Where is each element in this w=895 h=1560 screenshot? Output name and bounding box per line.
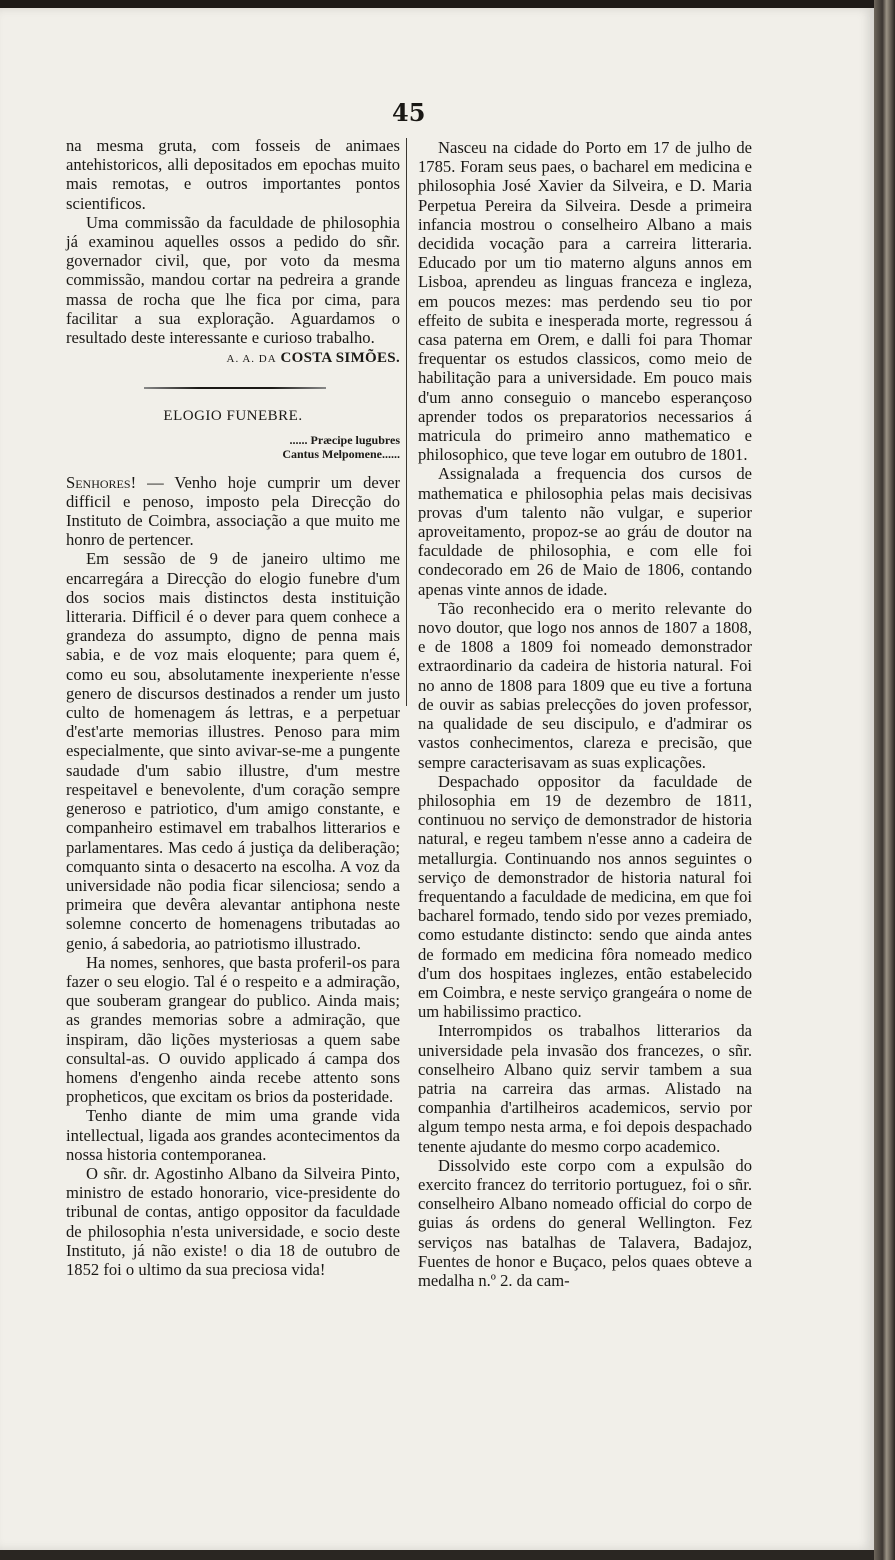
right-column [418, 138, 752, 1290]
paragraph: Tão reconhecido era o merito relevante do novo doutor, que logo nos annos de 1807 a 1808, e de 1808 a 1809 foi nomeado demonstrador extraordinario da cadeira de historia natural. Foi no anno de 1808 para 1809 que eu tive a fortuna de ouvir as sabias prelecções do joven professor, na qualidade de seu discipulo, e d'admirar os vastos conhecimentos, clareza e precisão, que sempre caracterisavam as suas explicações. [418, 598, 752, 772]
paragraph-text: — Venho hoje cumprir um dever difficil e penoso, imposto pela Direcção do Instituto de Coimbra, associação a que muito me honro de pertencer. [66, 472, 400, 550]
top-band [0, 0, 895, 8]
page-edge [874, 0, 895, 1560]
paragraph: Tenho diante de mim uma grande vida intellectual, ligada aos grandes acontecimentos da nossa historia contemporanea. [66, 1106, 400, 1164]
opening-word: Senhores! [66, 472, 137, 492]
column-divider [406, 138, 407, 706]
paragraph: na mesma gruta, com fosseis de animaes antehistoricos, alli depositados em epochas muito mais remotas, e outros importantes pontos scientificos. [66, 136, 400, 213]
section-divider [144, 387, 326, 389]
epigraph-line: Cantus Melpomene...... [282, 446, 400, 461]
signature [66, 349, 400, 369]
epigraph [66, 433, 400, 461]
paragraph: Ha nomes, senhores, que basta proferil-os para fazer o seu elogio. Tal é o respeito e a admiração, que souberam grangear do publico. Ainda mais; as grandes memorias sobre a admiração, que inspiram, dão lições mysteriosas a quem sabe consultal-as. O ouvido applicado á campa dos homens d'engenho ainda recebe attento sons propheticos, que excitam os brios da posteridade. [66, 952, 400, 1107]
epigraph-line: ...... Præcipe lugubres [289, 432, 400, 447]
paragraph: O sñr. dr. Agostinho Albano da Silveira Pinto, ministro de estado honorario, vice-presidente do tribunal de contas, antigo oppositor da faculdade de philosophia n'esta universidade, e socio deste Instituto, já não existe! o dia 18 de outubro de 1852 foi o ultimo da sua preciosa vida! [66, 1163, 400, 1279]
signature-name: COSTA SIMÕES. [280, 350, 400, 367]
paragraph: Despachado oppositor da faculdade de philosophia em 19 de dezembro de 1811, continuou no serviço de demonstrador de historia natural, e regeu tambem n'esse anno a cadeira de metallurgia. Continuando nos annos seguintes o serviço de demonstrador de historia natural foi frequentando a faculdade de medicina, em que foi bacharel formado, tendo sido por vezes premiado, como estudante distincto: sendo que ainda antes de formado em medicina fôra nomeado medico d'um dos hospitaes inglezes, então estabelecido em Coimbra, e neste serviço grangeára o nome de um habilissimo practico. [418, 771, 752, 1022]
paragraph: Uma commissão da faculdade de philosophia já examinou aquelles ossos a pedido do sñr. governador civil, que, por voto da mesma commissão, mandou cortar na pedreira a grande massa de rocha que lhe fica por cima, para facilitar a sua exploração. Aguardamos o resultado deste interessante e curioso trabalho. [66, 212, 400, 348]
section-title: ELOGIO FUNEBRE. [163, 408, 303, 425]
paragraph: Assignalada a frequencia dos cursos de mathematica e philosophia pelas mais decisivas provas d'um talento não vulgar, e superior aproveitamento, propoz-se ao gráu de doutor na faculdade de philosophia, e com elle foi condecorado em 26 de Maio de 1806, contando apenas vinte annos de idade. [418, 464, 752, 599]
page-number: 45 [392, 98, 426, 127]
left-column [66, 136, 400, 1279]
paragraph [66, 473, 400, 550]
paragraph: Dissolvido este corpo com a expulsão do exercito francez do territorio portuguez, foi o sñr. conselheiro Albano nomeado official do corpo de guias ás ordens do general Wellington. Fez serviços nas batalhas de Talavera, Badajoz, Fuentes de honor e Buçaco, pelos quaes obteve a medalha n.º 2. da cam- [418, 1155, 752, 1290]
signature-initials: A. A. DA [226, 353, 277, 366]
paragraph: Nasceu na cidade do Porto em 17 de julho de 1785. Foram seus paes, o bacharel em medicina e philosophia José Xavier da Silveira, e D. Maria Perpetua Pereira da Silveira. Desde a primeira infancia mostrou o conselheiro Albano a mais decidida vocação para a carreira litteraria. Educado por um tio materno alguns annos em Lisboa, aprendeu as linguas franceza e ingleza, em poucos mezes: mas perdendo seu tio por effeito de subita e inesperada morte, regressou á casa paterna em Orem, e dalli foi para Thomar frequentar os estudos classicos, como meio de habilitação para a universidade. Em pouco mais d'um anno conseguio o mancebo esperançoso aprender todos os preparatorios necessarios á matricula do primeiro anno mathematico e philosophico, que teve logar em outubro de 1801. [418, 138, 752, 465]
paragraph: Em sessão de 9 de janeiro ultimo me encarregára a Direcção do elogio funebre d'um dos socios mais distinctos desta instituição litteraria. Difficil é o dever para quem conhece a grandeza do assumpto, digno de penna mais sabia, e de voz mais eloquente; para quem é, como eu sou, absolutamente inexperiente n'esse genero de discursos destinados a render um justo culto de homenagem ás lettras, e a perpetuar d'est'arte memorias illustres. Penoso para mim especialmente, que sinto avivar-se-me a pungente saudade d'um sabio illustre, d'um mestre respeitavel e benevolente, d'um coração sempre generoso e patriotico, d'um amigo constante, e companheiro estimavel em trabalhos litterarios e parlamentares. Mas cedo á justiça da deliberação; comquanto sinta o desacerto na escolha. A voz da universidade não podia ficar silenciosa; sendo a primeira que devêra alevantar antiphona neste solemne concerto de homenagens tributadas ao genio, á sabedoria, ao patriotismo illustrado. [66, 549, 400, 953]
paragraph: Interrompidos os trabalhos litterarios da universidade pela invasão dos francezes, o sñr. conselheiro Albano quiz servir tambem a sua patria na carreira das armas. Alistado na companhia d'artilheiros academicos, servio por algum tempo nesta arma, e foi depois despachado tenente ajudante do mesmo corpo academico. [418, 1021, 752, 1156]
book-page [0, 8, 874, 1550]
